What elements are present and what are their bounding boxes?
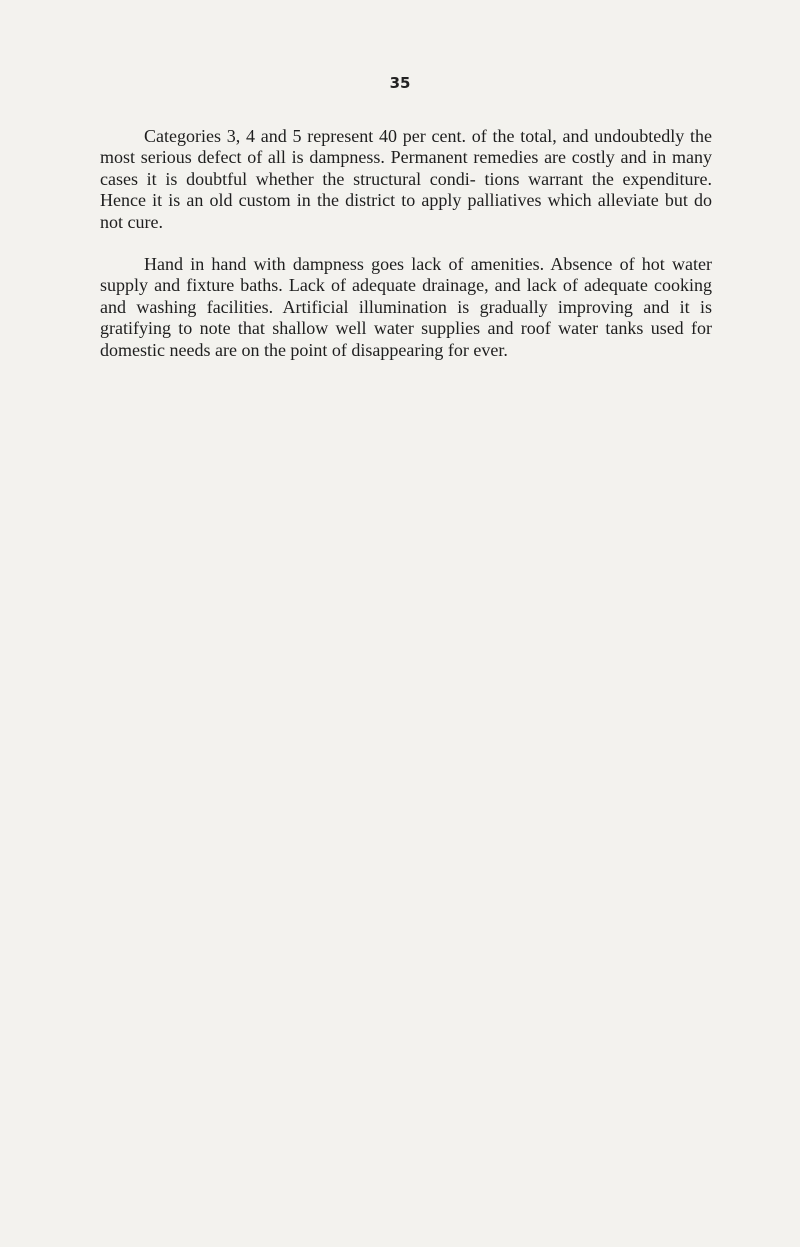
- body-text: [100, 126, 712, 361]
- paragraph-dampness: Categories 3, 4 and 5 represent 40 per cent. of the total, and undoubtedly the most serious defect of all is dampness. Permanent remedies are costly and in many cases it is doubtful whether the structural condi- tions warrant the expenditure. Hence it is an old custom in the district to apply palliatives which alleviate but do not cure.: [100, 126, 712, 232]
- paragraph-amenities: Hand in hand with dampness goes lack of amenities. Absence of hot water supply and fixture baths. Lack of adequate drainage, and lack of adequate cooking and washing facilities. Artificial illumination is gradually improving and it is gratifying to note that shallow well water supplies and roof water tanks used for domestic needs are on the point of disappearing for ever.: [100, 254, 712, 360]
- page-number: 35: [389, 74, 411, 92]
